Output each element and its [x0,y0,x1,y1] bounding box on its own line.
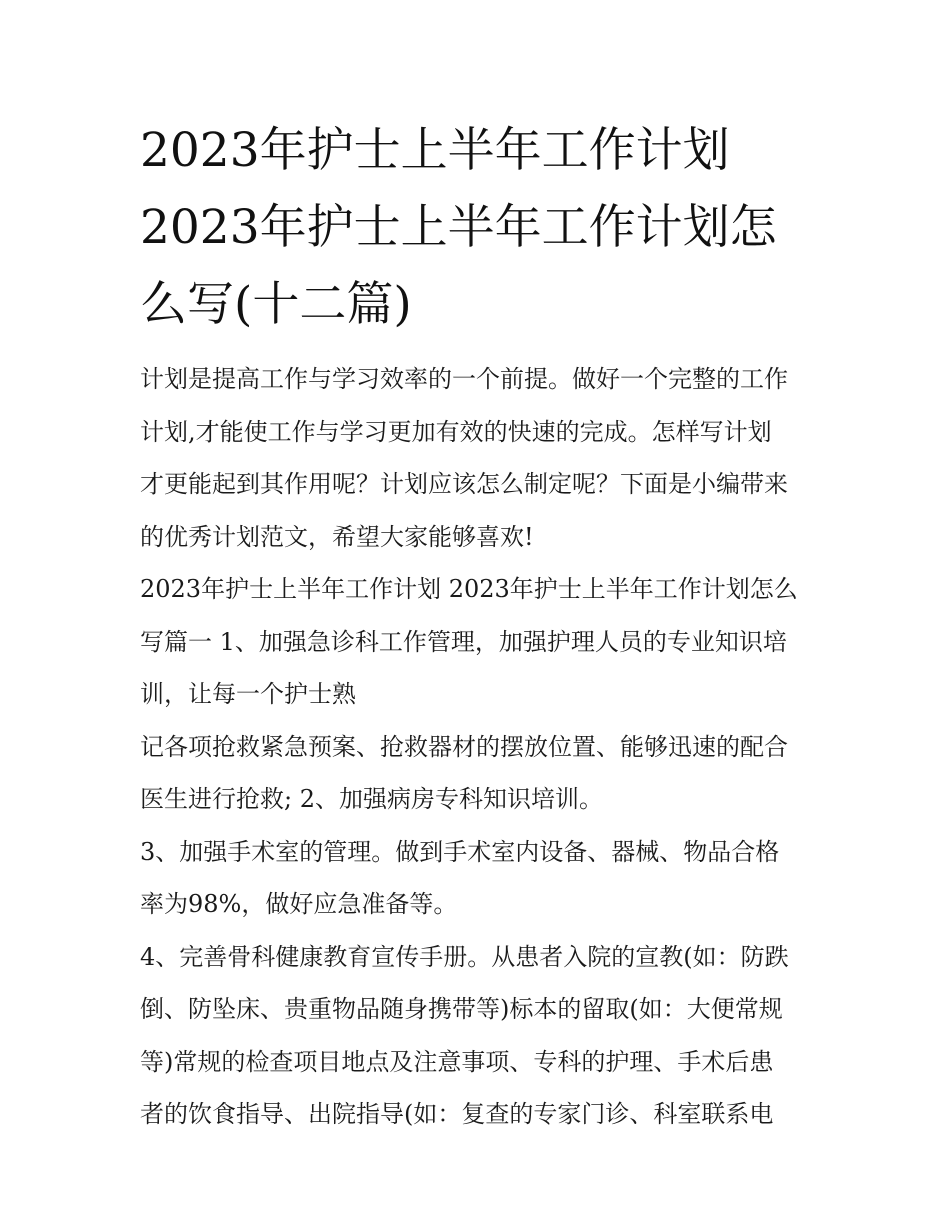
body-line: 率为98%，做好应急准备等。 [140,890,458,918]
document-title [140,112,830,343]
body-line: 的优秀计划范文，希望大家能够喜欢! [140,522,534,551]
title-line: 么写(十二篇) [140,277,412,332]
body-line: 写篇一 1、加强急诊科工作管理，加强护理人员的专业知识培 [140,627,787,656]
title-line: 2023年护士上半年工作计划 [140,123,730,178]
body-line: 记各项抢救紧急预案、抢救器材的摆放位置、能够迅速的配合 [140,732,788,761]
body-line: 训，让每一个护士熟 [140,680,356,708]
body-line: 4、完善骨科健康教育宣传手册。从患者入院的宣教(如：防跌 [140,942,789,971]
body-line: 计划是提高工作与学习效率的一个前提。做好一个完整的工作 [140,365,788,393]
body-line: 倒、防坠床、贵重物品随身携带等)标本的留取(如：大便常规 [140,995,783,1023]
body-line: 3、加强手术室的管理。做到手术室内设备、器械、物品合格 [140,837,780,866]
body-line: 计划,才能使工作与学习更加有效的快速的完成。怎样写计划 [140,417,772,446]
body-line: 才更能起到其作用呢？计划应该怎么制定呢？下面是小编带来 [140,470,788,498]
body-line: 等)常规的检查项目地点及注意事项、专科的护理、手术后患 [140,1047,774,1076]
body-line: 者的饮食指导、出院指导(如：复查的专家门诊、科室联系电 [140,1100,774,1128]
title-line: 2023年护士上半年工作计划怎 [140,200,777,255]
body-line: 医生进行抢救; 2、加强病房专科知识培训。 [140,785,603,813]
document-body [140,353,830,1141]
body-line: 2023年护士上半年工作计划 2023年护士上半年工作计划怎么 [140,575,798,603]
